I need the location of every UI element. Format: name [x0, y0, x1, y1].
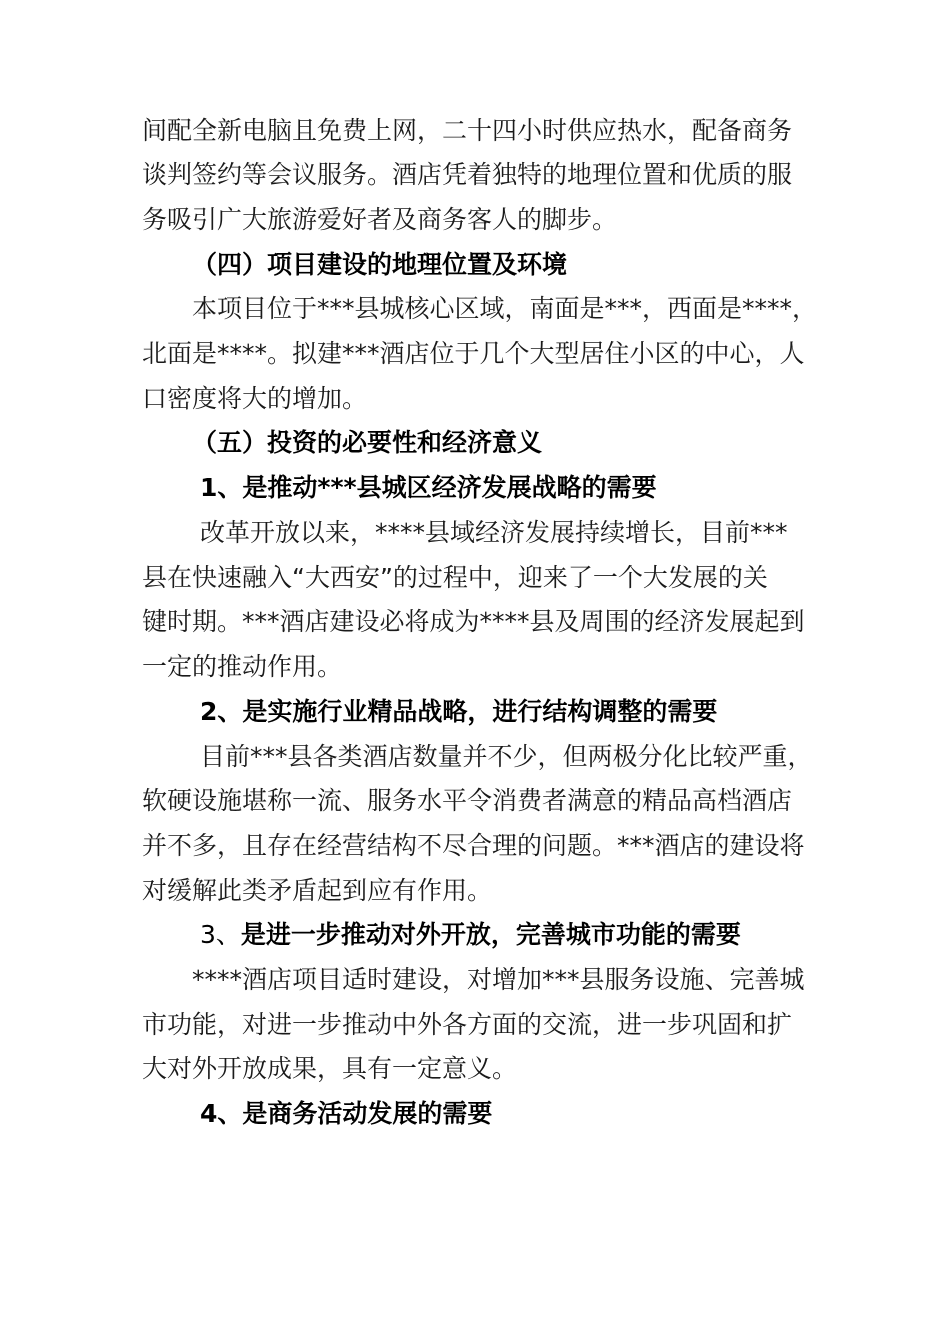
body-text-line: 键时期。***酒店建设必将成为****县及周围的经济发展起到 — [142, 607, 805, 636]
section-heading-4: （四）项目建设的地理位置及环境 — [192, 250, 568, 279]
subsection-title: 是进一步推动对外开放，完善城市功能的需要 — [240, 920, 741, 949]
section-heading-5: （五）投资的必要性和经济意义 — [192, 428, 543, 457]
subsection-number: 3、 — [200, 920, 241, 949]
body-text-line: 对缓解此类矛盾起到应有作用。 — [142, 876, 493, 905]
subsection-heading-1: 1、是推动***县城区经济发展战略的需要 — [200, 473, 657, 502]
body-text-line: 北面是****。拟建***酒店位于几个大型居住小区的中心，人 — [142, 339, 805, 368]
subsection-heading-4: 4、是商务活动发展的需要 — [200, 1099, 493, 1128]
body-text-line: 一定的推动作用。 — [142, 652, 343, 681]
body-text-line: 县在快速融入“大西安”的过程中，迎来了一个大发展的关 — [142, 563, 768, 592]
body-text-line: 大对外开放成果，具有一定意义。 — [142, 1054, 518, 1083]
subsection-heading-3 — [200, 920, 741, 950]
body-text-line: 并不多，且存在经营结构不尽合理的问题。***酒店的建设将 — [142, 831, 805, 860]
body-text-line: 间配全新电脑且免费上网，二十四小时供应热水，配备商务 — [142, 116, 793, 145]
body-text-line: ****酒店项目适时建设，对增加***县服务设施、完善城 — [192, 965, 805, 994]
body-text-line: 本项目位于***县城核心区域，南面是***，西面是****， — [192, 294, 818, 323]
body-text-line: 谈判签约等会议服务。酒店凭着独特的地理位置和优质的服 — [142, 160, 793, 189]
subsection-heading-2: 2、是实施行业精品战略，进行结构调整的需要 — [200, 697, 718, 726]
body-text-line: 口密度将大的增加。 — [142, 384, 368, 413]
body-text-line: 市功能，对进一步推动中外各方面的交流，进一步巩固和扩 — [142, 1010, 793, 1039]
body-text-line: 改革开放以来，****县域经济发展持续增长，目前*** — [200, 518, 788, 547]
body-text-line: 目前***县各类酒店数量并不少，但两极分化比较严重， — [200, 742, 813, 771]
body-text-line: 软硬设施堪称一流、服务水平令消费者满意的精品高档酒店 — [142, 786, 793, 815]
body-text-line: 务吸引广大旅游爱好者及商务客人的脚步。 — [142, 205, 618, 234]
